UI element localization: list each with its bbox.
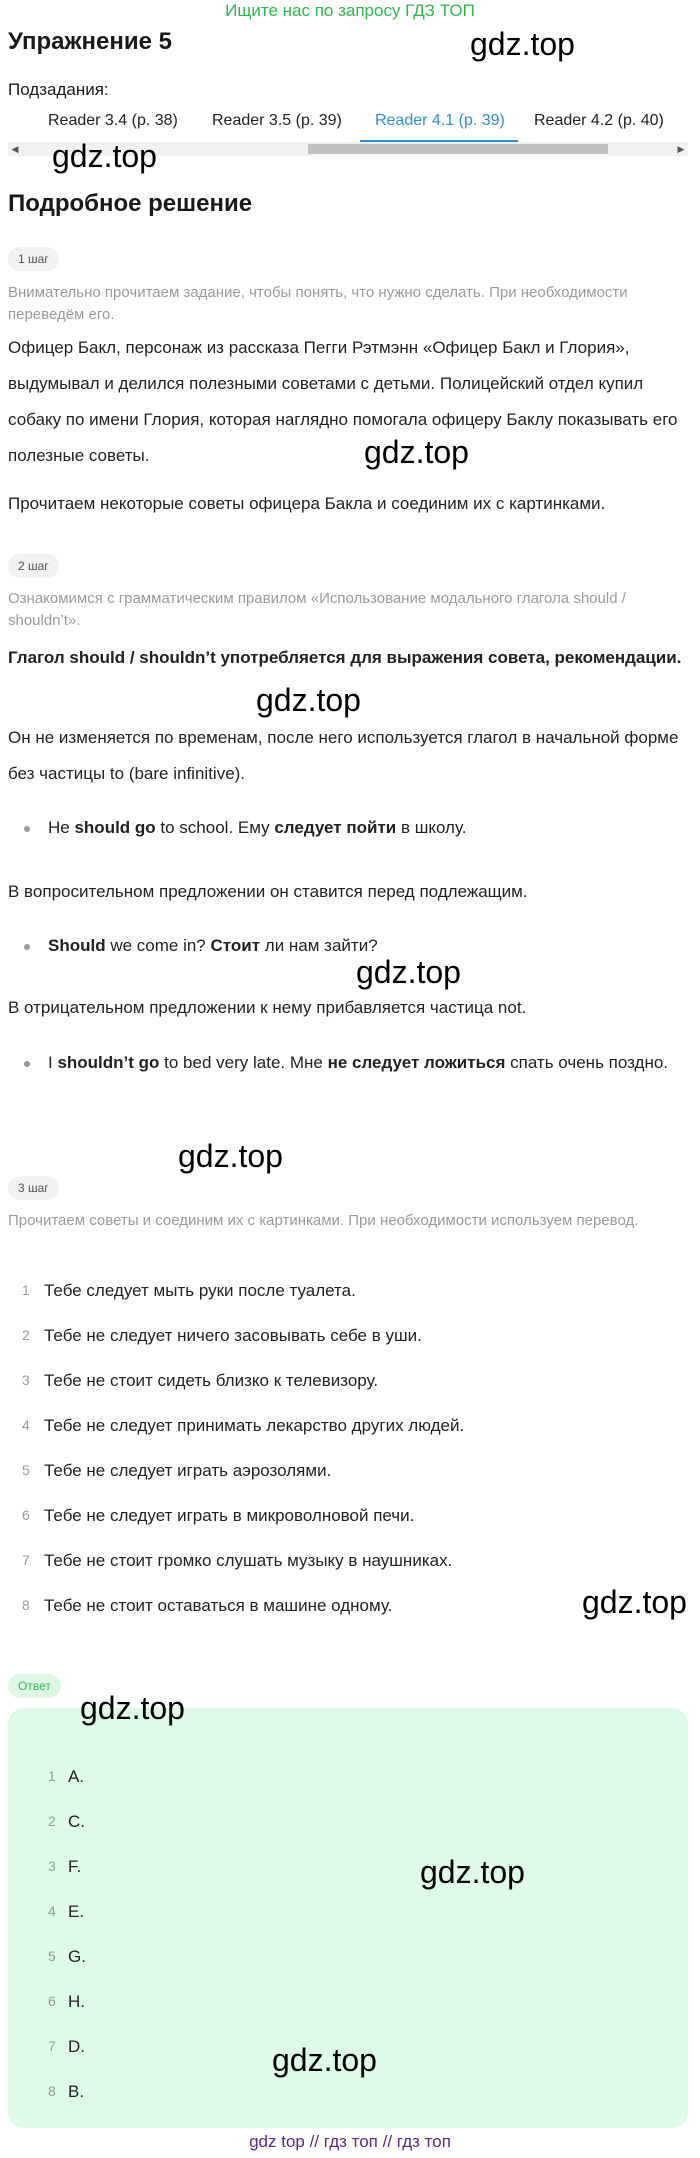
example-text: to bed very late. Мне xyxy=(159,1053,328,1072)
example-bold: Стоит xyxy=(210,936,261,955)
item-number: 4 xyxy=(48,1903,56,1919)
item-text: C. xyxy=(68,1812,85,1831)
watermark: gdz.top xyxy=(420,1854,525,1890)
example-text: He xyxy=(48,818,75,837)
item-text: E. xyxy=(68,1902,85,1921)
item-number: 8 xyxy=(48,2083,56,2099)
grammar-rule: Глагол should / shouldn’t употребляется для выражения совета, рекомендации. xyxy=(8,648,682,667)
paragraph: В вопросительном предложении он ставится перед подлежащим. xyxy=(8,882,528,901)
item-number: 1 xyxy=(48,1768,56,1784)
footer-links[interactable]: gdz top // гдз топ // гдз топ xyxy=(249,2132,451,2151)
example-bold: Should xyxy=(48,936,106,955)
item-number: 4 xyxy=(22,1417,30,1433)
step-hint: Прочитаем советы и соединим их с картинками. При необходимости используем перевод. xyxy=(8,1212,639,1229)
answer-item xyxy=(8,1979,688,2024)
answer-item xyxy=(8,1754,688,1799)
item-number: 2 xyxy=(48,1813,56,1829)
example-item xyxy=(24,810,688,846)
item-number: 6 xyxy=(22,1507,30,1523)
item-number: 8 xyxy=(22,1597,30,1613)
item-number: 5 xyxy=(22,1462,30,1478)
example-text: спать очень поздно. xyxy=(505,1053,669,1072)
example-text: to school. Ему xyxy=(155,818,275,837)
item-number: 1 xyxy=(22,1282,30,1298)
answer-item xyxy=(8,1799,688,1844)
answer-badge: Ответ xyxy=(8,1674,61,1698)
answer-item xyxy=(8,1889,688,1934)
advice-item xyxy=(8,1493,688,1538)
item-text: H. xyxy=(68,1992,85,2011)
step-badge: 1 шаг xyxy=(8,247,59,271)
item-text: Тебе не следует играть аэрозолями. xyxy=(44,1461,332,1480)
step-hint: Ознакомимся с грамматическим правилом «Использование модального глагола should / shouldn’t». xyxy=(8,590,626,629)
bullet-icon xyxy=(24,1061,30,1067)
watermark: gdz.top xyxy=(80,1690,185,1726)
item-text: D. xyxy=(68,2037,85,2056)
item-number: 7 xyxy=(48,2038,56,2054)
example-bold: should go xyxy=(74,818,156,837)
subtasks-label: Подзадания: xyxy=(8,80,109,99)
watermark: gdz.top xyxy=(178,1138,283,1174)
scrollbar-thumb[interactable] xyxy=(308,144,608,154)
example-text: I xyxy=(48,1053,58,1072)
item-number: 2 xyxy=(22,1327,30,1343)
item-text: B. xyxy=(68,2082,85,2101)
advice-item xyxy=(8,1403,688,1448)
advice-item xyxy=(8,1268,688,1313)
example-text: в школу. xyxy=(396,818,467,837)
item-text: Тебе не следует принимать лекарство других людей. xyxy=(44,1416,465,1435)
top-banner[interactable]: Ищите нас по запросу ГДЗ ТОП xyxy=(225,1,475,20)
watermark: gdz.top xyxy=(272,2042,377,2078)
paragraph: Прочитаем некоторые советы офицера Бакла и соединим их с картинками. xyxy=(8,494,606,513)
answer-item xyxy=(8,1934,688,1979)
tab-reader-3-5[interactable]: Reader 3.5 (p. 39) xyxy=(212,112,342,129)
item-text: Тебе не следует ничего засовывать себе в уши. xyxy=(44,1326,422,1345)
item-text: Тебе не стоит сидеть близко к телевизору. xyxy=(44,1371,379,1390)
scroll-left-arrow-icon[interactable]: ◀ xyxy=(11,144,19,154)
step-badge: 3 шаг xyxy=(8,1176,59,1200)
item-number: 3 xyxy=(48,1858,56,1874)
example-item xyxy=(24,1045,688,1081)
item-text: Тебе не стоит оставаться в машине одному. xyxy=(44,1596,393,1615)
item-text: A. xyxy=(68,1767,85,1786)
advice-item xyxy=(8,1448,688,1493)
bullet-icon xyxy=(24,944,30,950)
example-text: we come in? xyxy=(105,936,211,955)
bullet-icon xyxy=(24,826,30,832)
example-bold: следует пойти xyxy=(274,818,397,837)
advice-item xyxy=(8,1313,688,1358)
paragraph: В отрицательном предложении к нему прибавляется частица not. xyxy=(8,998,527,1017)
scroll-right-arrow-icon[interactable]: ▶ xyxy=(677,144,685,154)
item-text: G. xyxy=(68,1947,86,1966)
step-badge: 2 шаг xyxy=(8,554,59,578)
exercise-title: Упражнение 5 xyxy=(8,28,172,55)
advice-item xyxy=(8,1358,688,1403)
subtask-tabs xyxy=(8,106,688,142)
item-number: 7 xyxy=(22,1552,30,1568)
answer-item xyxy=(8,1844,688,1889)
example-text: ли нам зайти? xyxy=(260,936,378,955)
watermark: gdz.top xyxy=(356,954,461,990)
watermark: gdz.top xyxy=(470,26,575,62)
tab-reader-3-4[interactable]: Reader 3.4 (p. 38) xyxy=(48,112,178,129)
paragraph: Офицер Бакл, персонаж из рассказа Пегги Рэтмэнн «Офицер Бакл и Глория», выдумывал и делился полезными советами с детьми. Полицейский отдел купил собаку по имени Глория, которая наглядно помогала офицеру Баклу показывать его полезные советы. xyxy=(8,338,678,465)
advice-item xyxy=(8,1538,688,1583)
watermark: gdz.top xyxy=(52,138,157,174)
item-number: 6 xyxy=(48,1993,56,2009)
item-number: 5 xyxy=(48,1948,56,1964)
paragraph: Он не изменяется по временам, после него используется глагол в начальной форме без частицы to (bare infinitive). xyxy=(8,728,679,783)
watermark: gdz.top xyxy=(256,682,361,718)
tab-reader-4-1[interactable]: Reader 4.1 (p. 39) xyxy=(375,112,505,129)
item-text: F. xyxy=(68,1857,82,1876)
example-bold: shouldn’t go xyxy=(57,1053,160,1072)
item-text: Тебе не стоит громко слушать музыку в наушниках. xyxy=(44,1551,453,1570)
step-hint: Внимательно прочитаем задание, чтобы понять, что нужно сделать. При необходимости переведём его. xyxy=(8,284,628,323)
watermark: gdz.top xyxy=(364,434,469,470)
item-text: Тебе следует мыть руки после туалета. xyxy=(44,1281,356,1300)
item-text: Тебе не следует играть в микроволновой печи. xyxy=(44,1506,415,1525)
item-number: 3 xyxy=(22,1372,30,1388)
watermark: gdz.top xyxy=(582,1584,687,1620)
solution-title: Подробное решение xyxy=(8,190,253,217)
example-bold: не следует ложиться xyxy=(327,1053,506,1072)
tab-reader-4-2[interactable]: Reader 4.2 (p. 40) xyxy=(534,112,664,129)
